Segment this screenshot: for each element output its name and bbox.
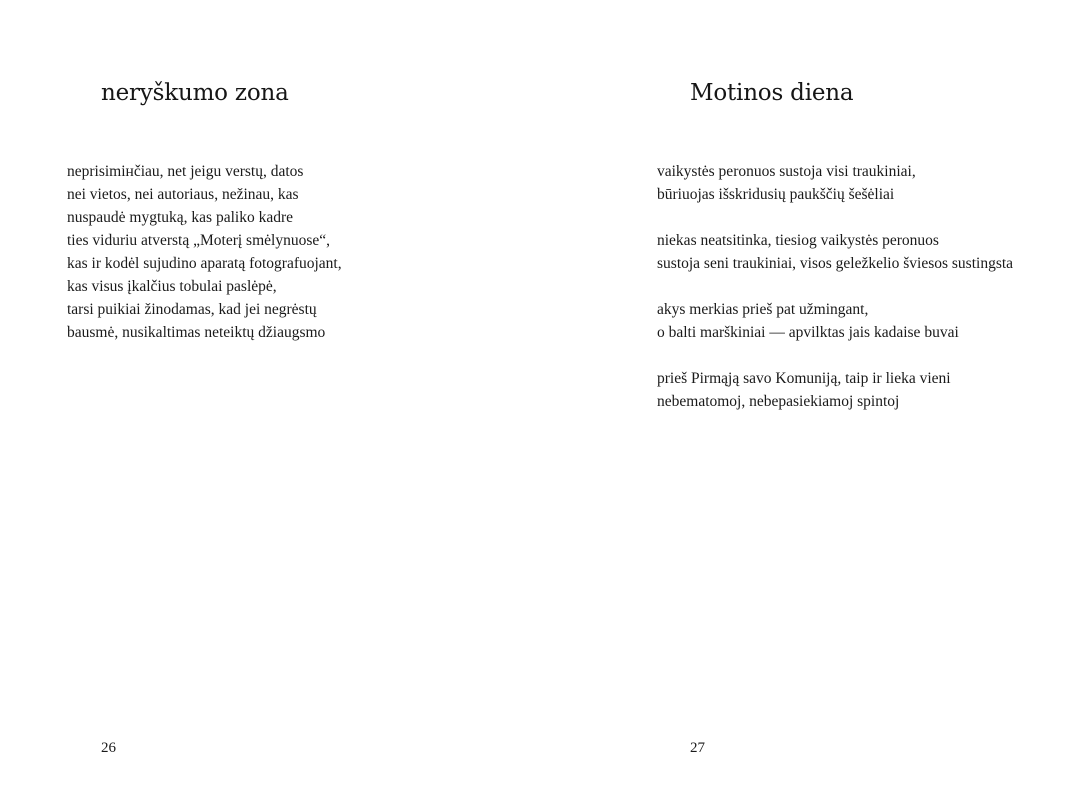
- poem-line: o balti marškiniai — apvilktas jais kadaise buvai: [657, 324, 959, 341]
- poem-title: neryškumo zona: [101, 80, 289, 106]
- left-page: [0, 0, 535, 800]
- poem-line: vaikystės peronuos sustoja visi traukiniai,: [657, 163, 916, 180]
- poem-line: būriuojas išskridusių paukščių šešėliai: [657, 186, 895, 203]
- stanza: [67, 160, 342, 344]
- page-number: 26: [101, 740, 116, 756]
- stanza: [657, 367, 1013, 413]
- page-number: 27: [690, 740, 705, 756]
- poem-line: akys merkias prieš pat užmingant,: [657, 301, 869, 318]
- stanza: [657, 298, 1013, 344]
- poem-body: [657, 160, 1013, 413]
- poem-line: nebematomoj, nebepasiekiamoj spintoj: [657, 393, 900, 410]
- poem-line: sustoja seni traukiniai, visos geležkelio šviesos sustingsta: [657, 255, 1014, 272]
- poem-title: Motinos diena: [690, 80, 854, 106]
- poem-body: [67, 160, 342, 344]
- poem-line: ties viduriu atverstą „Moterį smėlynuose“,: [67, 232, 331, 249]
- poem-line: neprisimінčiau, net jeigu verstų, datos: [67, 163, 304, 180]
- poem-line: nei vietos, nei autoriaus, nežinau, kas: [67, 186, 299, 203]
- right-page: [535, 0, 1071, 800]
- stanza: [657, 160, 1013, 206]
- poem-line: prieš Pirmąją savo Komuniją, taip ir lieka vieni: [657, 370, 951, 387]
- poem-line: kas ir kodėl sujudino aparatą fotografuojant,: [67, 255, 342, 272]
- stanza: [657, 229, 1013, 275]
- poem-line: nuspaudė mygtuką, kas paliko kadre: [67, 209, 293, 226]
- poem-line: kas visus įkalčius tobulai paslėpė,: [67, 278, 277, 295]
- poem-line: tarsi puikiai žinodamas, kad jei negrėstų: [67, 301, 317, 318]
- poem-line: niekas neatsitinka, tiesiog vaikystės peronuos: [657, 232, 939, 249]
- poem-line: bausmė, nusikaltimas neteiktų džiaugsmo: [67, 324, 326, 341]
